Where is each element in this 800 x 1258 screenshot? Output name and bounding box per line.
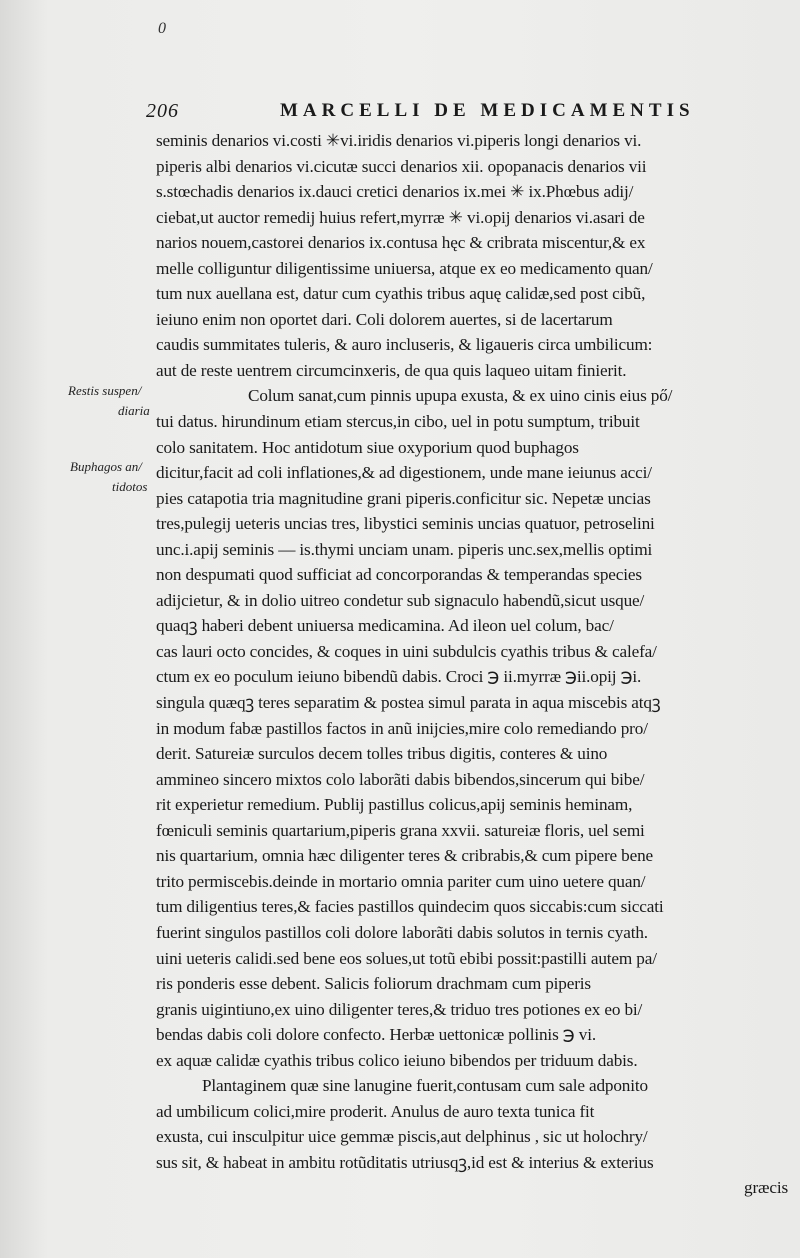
- text-line: piperis albi denarios vi.cicutæ succi denarios xii. opopanacis denarios vii: [156, 156, 647, 176]
- text-line: ieiuno enim non oportet dari. Coli dolorem auertes, si de lacertarum: [156, 309, 613, 329]
- text-line: granis uigintiuno,ex uino diligenter teres,& triduo tres potiones ex eo bi/: [156, 999, 643, 1019]
- running-head: MARCELLI DE MEDICAMENTIS: [280, 100, 695, 121]
- margin-note-buphagos-2: tidotos: [112, 479, 148, 494]
- text-line: narios nouem,castorei denarios ix.contusa hęc & cribrata miscentur,& ex: [156, 233, 646, 253]
- text-line: singula quæqꝫ teres separatim & postea simul parata in aqua miscebis atqꝫ: [156, 693, 661, 713]
- margin-note-buphagos-1: Buphagos an/: [70, 459, 142, 474]
- text-line: Plantaginem quæ sine lanugine fuerit,contusam cum sale adponito: [202, 1076, 648, 1096]
- catchword: græcis: [744, 1178, 788, 1198]
- text-line: ammineo sincero mixtos colo laborãti dabis bibendos,sincerum qui bibe/: [156, 769, 645, 789]
- text-line: tui datus. hirundinum etiam stercus,in cibo, uel in potu sumptum, tribuit: [156, 412, 640, 432]
- text-line: aut de reste uentrem circumcinxeris, de qua quis laqueo uitam finierit.: [156, 360, 627, 380]
- text-line: tum diligentius teres,& facies pastillos quindecim quos siccabis:cum siccati: [156, 897, 664, 917]
- text-line: melle colliguntur diligentissime uniuersa, atque ex eo medicamento quan/: [156, 258, 653, 278]
- margin-note-restis-1: Restis suspen/: [68, 383, 142, 398]
- text-line: uini ueteris calidi.sed bene eos solues,ut totũ ebibi possit:pastilli autem pa/: [156, 948, 657, 968]
- text-line: ris ponderis esse debent. Salicis foliorum drachmam cum piperis: [156, 974, 591, 994]
- text-line: pies catapotia tria magnitudine grani piperis.conficitur sic. Nepetæ uncias: [156, 488, 651, 508]
- text-line: tres,pulegij ueteris uncias tres, libystici seminis uncias quatuor, petroselini: [156, 514, 655, 534]
- page-number: 206: [146, 100, 179, 122]
- text-line: Colum sanat,cum pinnis upupa exusta, & ex uino cinis eius pő/: [248, 386, 673, 406]
- text-line: s.stœchadis denarios ix.dauci cretici denarios ix.mei ✳ ix.Phœbus adij/: [156, 182, 634, 202]
- text-line: ciebat,ut auctor remedij huius refert,myrræ ✳ vi.opij denarios vi.asari de: [156, 207, 645, 227]
- text-line: ad umbilicum colici,mire proderit. Anulus de auro texta tunica fit: [156, 1101, 595, 1121]
- text-line: quaqꝫ haberi debent uniuersa medicamina. Ad ileon uel colum, bac/: [156, 616, 614, 636]
- text-line: trito permiscebis.deinde in mortario omnia pariter cum uino uetere quan/: [156, 871, 646, 891]
- text-line: fuerint singulos pastillos coli dolore laborãti dabis solutos in ternis cyath.: [156, 922, 648, 942]
- text-line: nis quartarium, omnia hæc diligenter teres & cribrabis,& cum pipere bene: [156, 846, 654, 866]
- text-line: cas lauri octo concides, & coques in uini subdulcis cyathis tribus & calefa/: [156, 641, 657, 661]
- text-line: in modum fabæ pastillos factos in anũ inijcies,mire colo remediando pro/: [156, 718, 648, 738]
- text-line: ex aquæ calidæ cyathis tribus colico ieiuno bibendos per triduum dabis.: [156, 1050, 638, 1070]
- page-header: [146, 100, 786, 124]
- text-line: dicitur,facit ad coli inflationes,& ad digestionem, unde mane ieiunus acci/: [156, 463, 652, 483]
- text-line: exusta, cui insculpitur uice gemmæ piscis,aut delphinus , sic ut holochry/: [156, 1127, 648, 1147]
- text-line: non despumati quod sufficiat ad concorporandas & temperandas species: [156, 565, 642, 585]
- text-line: tum nux auellana est, datur cum cyathis tribus aquę calidæ,sed post cibũ,: [156, 284, 646, 304]
- text-line: seminis denarios vi.costi ✳vi.iridis denarios vi.piperis longi denarios vi.: [156, 131, 642, 150]
- text-line: rit experietur remedium. Publij pastillus colicus,apij seminis heminam,: [156, 795, 633, 815]
- text-line: bendas dabis coli dolore confecto. Herbæ uettonicæ pollinis ℈ vi.: [156, 1025, 596, 1045]
- text-line: derit. Satureiæ surculos decem tolles tribus digitis, conteres & uino: [156, 744, 608, 764]
- text-line: colo sanitatem. Hoc antidotum siue oxyporium quod buphagos: [156, 437, 579, 457]
- text-line: sus sit, & habeat in ambitu rotũditatis utriusqꝫ,id est & interius & exterius: [156, 1152, 654, 1172]
- text-line: fœniculi seminis quartarium,piperis grana xxvii. satureiæ floris, uel semi: [156, 820, 645, 840]
- margin-note-restis-2: diaria: [118, 403, 150, 418]
- page-top-mark: 0: [158, 20, 166, 37]
- text-line: unc.i.apij seminis — is.thymi unciam unam. piperis unc.sex,mellis optimi: [156, 539, 653, 559]
- text-line: caudis summitates tuleris, & auro incluseris, & ligaueris circa umbilicum:: [156, 335, 653, 355]
- text-line: adijcietur, & in dolio uitreo condetur sub signaculo habendũ,sicut usque/: [156, 590, 645, 610]
- text-line: ctum ex eo poculum ieiuno bibendũ dabis. Croci ℈ ii.myrræ ℈ii.opij ℈i.: [156, 667, 642, 687]
- body-text: [156, 128, 796, 1201]
